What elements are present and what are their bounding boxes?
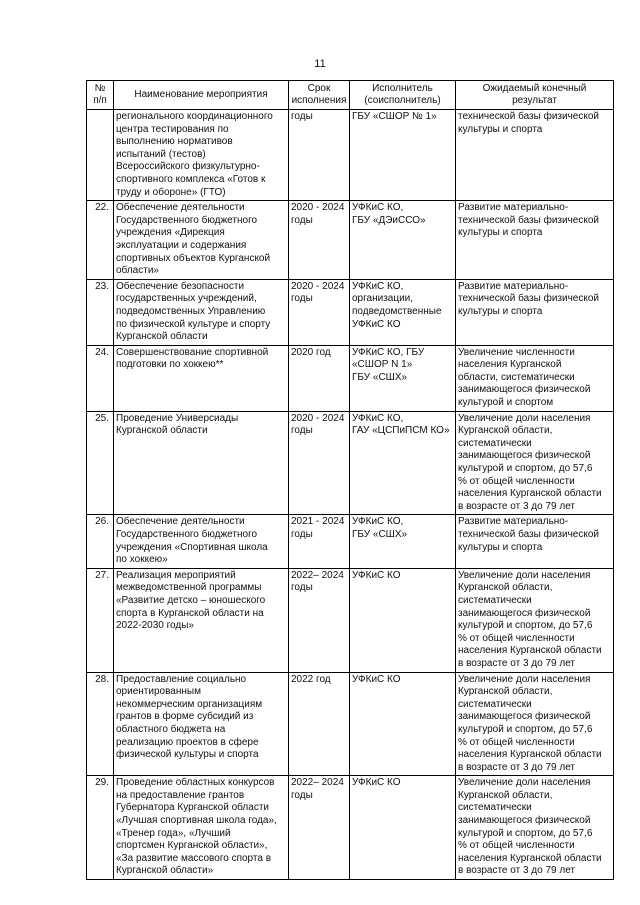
row-number: 23.	[87, 279, 114, 345]
table-row	[87, 515, 614, 568]
row-executor: УФКиС КО, ГБУ «ДЭиССО»	[350, 201, 456, 280]
row-term: годы	[289, 110, 350, 201]
row-measure-name: регионального координационного центра тестирования по выполнению нормативов испытаний (тестов) Всероссийского физкультурно- спортивного комплекса «Готов к труду и обороне» (ГТО)	[114, 110, 289, 201]
row-number: 24.	[87, 345, 114, 411]
row-term: 2022 год	[289, 672, 350, 776]
row-expected-result: Развитие материально- технической базы физической культуры и спорта	[456, 279, 614, 345]
row-measure-name: Обеспечение безопасности государственных учреждений, подведомственных Управлению по физической культуре и спорту Курганской области	[114, 279, 289, 345]
table-row	[87, 776, 614, 880]
table-row	[87, 279, 614, 345]
header-number: № п/п	[87, 81, 114, 110]
row-expected-result: Увеличение доли населения Курганской области, систематически занимающегося физической культурой и спортом, до 57,6 % от общей численности населения Курганской области в возрасте от 3 до 79 лет	[456, 672, 614, 776]
row-expected-result: Увеличение доли населения Курганской области, систематически занимающегося физической культурой и спортом, до 57,6 % от общей численности населения Курганской области в возрасте от 3 до 79 лет	[456, 411, 614, 515]
table-row	[87, 110, 614, 201]
row-executor: УФКиС КО, ГАУ «ЦСПиПСМ КО»	[350, 411, 456, 515]
row-executor: УФКиС КО	[350, 672, 456, 776]
row-number	[87, 110, 114, 201]
row-executor: УФКиС КО, ГБУ «СШХ»	[350, 515, 456, 568]
row-executor: УФКиС КО, организации, подведомственные УФКиС КО	[350, 279, 456, 345]
row-measure-name: Реализация мероприятий межведомственной программы «Развитие детско – юношеского спорта в Курганской области на 2022-2030 годы»	[114, 568, 289, 672]
row-term: 2020 - 2024 годы	[289, 201, 350, 280]
row-expected-result: Развитие материально- технической базы физической культуры и спорта	[456, 201, 614, 280]
row-expected-result: Увеличение доли населения Курганской области, систематически занимающегося физической культурой и спортом, до 57,6 % от общей численности населения Курганской области в возрасте от 3 до 79 лет	[456, 568, 614, 672]
row-expected-result: Увеличение доли населения Курганской области, систематически занимающегося физической культурой и спортом, до 57,6 % от общей численности населения Курганской области в возрасте от 3 до 79 лет	[456, 776, 614, 880]
row-number: 29.	[87, 776, 114, 880]
row-expected-result: Развитие материально- технической базы физической культуры и спорта	[456, 515, 614, 568]
row-number: 22.	[87, 201, 114, 280]
row-expected-result: технической базы физической культуры и спорта	[456, 110, 614, 201]
measures-table	[86, 80, 614, 880]
row-measure-name: Обеспечение деятельности Государственного бюджетного учреждения «Дирекция эксплуатации и содержания спортивных объектов Курганской области»	[114, 201, 289, 280]
row-term: 2021 - 2024 годы	[289, 515, 350, 568]
row-term: 2022– 2024 годы	[289, 568, 350, 672]
row-term: 2020 - 2024 годы	[289, 279, 350, 345]
table-row	[87, 345, 614, 411]
row-measure-name: Проведение областных конкурсов на предоставление грантов Губернатора Курганской области «Лучшая спортивная школа года», «Тренер года», «Лучший спортсмен Курганской области», «За развитие массового спорта в Курганской области»	[114, 776, 289, 880]
page-number: 11	[314, 58, 326, 70]
row-term: 2020 - 2024 годы	[289, 411, 350, 515]
row-number: 26.	[87, 515, 114, 568]
row-executor: ГБУ «СШОР № 1»	[350, 110, 456, 201]
row-executor: УФКиС КО	[350, 776, 456, 880]
row-number: 27.	[87, 568, 114, 672]
row-executor: УФКиС КО, ГБУ «СШОР N 1» ГБУ «СШХ»	[350, 345, 456, 411]
row-measure-name: Обеспечение деятельности Государственного бюджетного учреждения «Спортивная школа по хоккею»	[114, 515, 289, 568]
row-measure-name: Предоставление социально ориентированным некоммерческим организациям грантов в форме субсидий из областного бюджета на реализацию проектов в сфере физической культуры и спорта	[114, 672, 289, 776]
row-expected-result: Увеличение численности населения Курганской области, систематически занимающегося физической культурой и спортом	[456, 345, 614, 411]
row-executor: УФКиС КО	[350, 568, 456, 672]
row-term: 2020 год	[289, 345, 350, 411]
table-row	[87, 201, 614, 280]
table-row	[87, 672, 614, 776]
row-number: 25.	[87, 411, 114, 515]
header-term: Срок исполнения	[289, 81, 350, 110]
table-row	[87, 411, 614, 515]
table-header-row	[87, 81, 614, 110]
row-measure-name: Совершенствование спортивной подготовки по хоккею**	[114, 345, 289, 411]
row-number: 28.	[87, 672, 114, 776]
header-measure-name: Наименование мероприятия	[114, 81, 289, 110]
header-expected-result: Ожидаемый конечный результат	[456, 81, 614, 110]
header-executor: Исполнитель (соисполнитель)	[350, 81, 456, 110]
table-row	[87, 568, 614, 672]
row-measure-name: Проведение Универсиады Курганской области	[114, 411, 289, 515]
row-term: 2022– 2024 годы	[289, 776, 350, 880]
